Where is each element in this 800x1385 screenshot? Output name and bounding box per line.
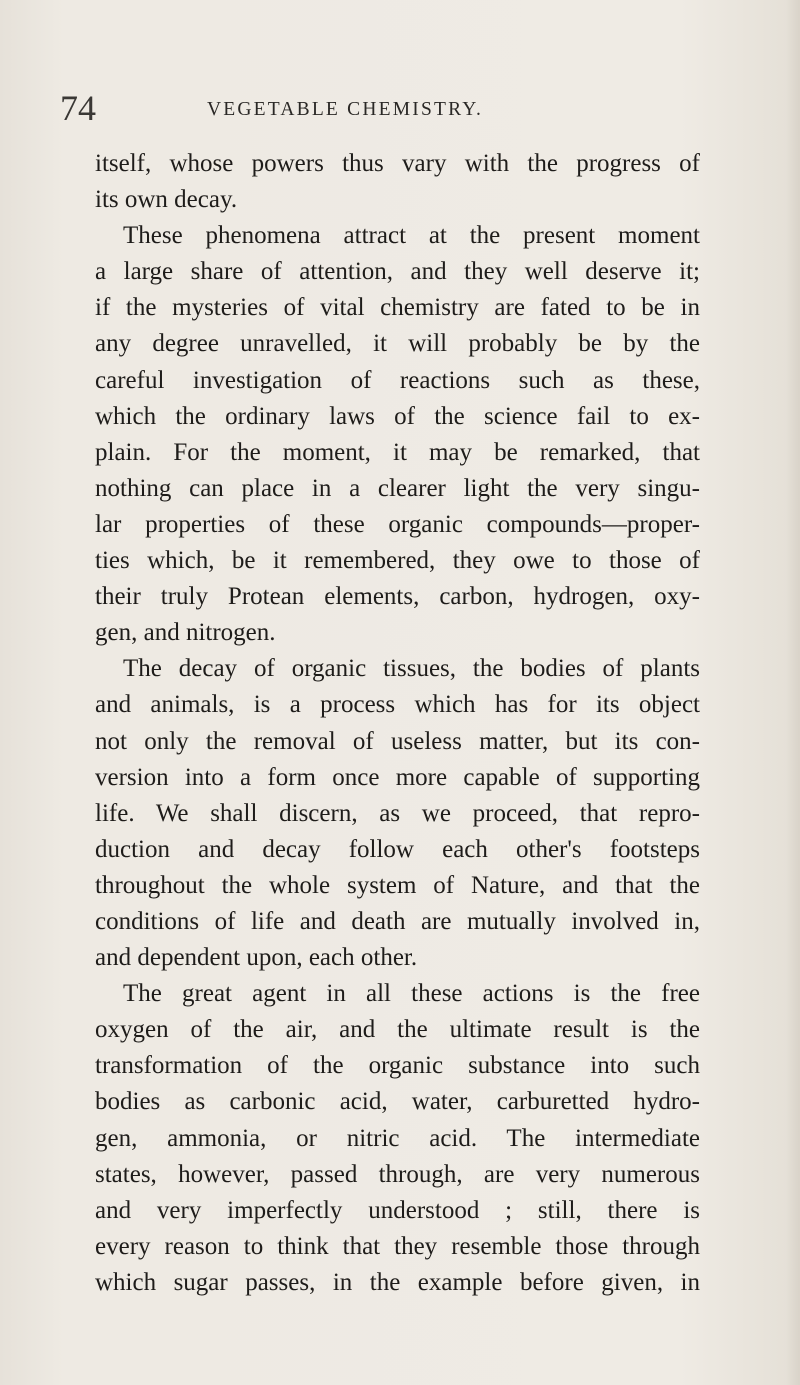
text-line: transformation of the organic substance into such <box>95 1052 700 1080</box>
text-line: plain. For the moment, it may be remarked, that <box>95 438 700 466</box>
text-line: which the ordinary laws of the science fail to ex- <box>95 402 700 430</box>
running-head: VEGETABLE CHEMISTRY. <box>207 99 484 120</box>
text-line: version into a form once more capable of supporting <box>95 763 700 791</box>
text-line: every reason to think that they resemble those through <box>95 1232 700 1260</box>
text-line: and very imperfectly understood ; still, there is <box>95 1196 700 1224</box>
text-line: careful investigation of reactions such as these, <box>95 366 700 394</box>
text-line: a large share of attention, and they well deserve it; <box>95 258 700 286</box>
text-line: throughout the whole system of Nature, and that the <box>95 871 700 899</box>
text-line: oxygen of the air, and the ultimate result is the <box>95 1016 700 1044</box>
page-edge-shadow <box>786 0 800 1385</box>
text-line: itself, whose powers thus vary with the progress of <box>95 150 700 177</box>
text-line: duction and decay follow each other's footsteps <box>95 835 700 863</box>
text-line: any degree unravelled, it will probably be by the <box>95 330 700 358</box>
text-line: its own decay. <box>95 186 238 214</box>
text-line: The great agent in all these actions is the free <box>123 980 700 1008</box>
text-line: states, however, passed through, are very numerous <box>95 1160 700 1188</box>
text-line: conditions of life and death are mutually involved in, <box>95 907 700 935</box>
text-line: bodies as carbonic acid, water, carburetted hydro- <box>95 1088 700 1116</box>
text-line: and animals, is a process which has for its object <box>95 691 700 719</box>
text-line: These phenomena attract at the present moment <box>123 222 700 250</box>
text-line: life. We shall discern, as we proceed, that repro- <box>95 799 700 827</box>
text-line: The decay of organic tissues, the bodies of plants <box>123 655 700 683</box>
text-line: not only the removal of useless matter, but its con- <box>95 727 700 755</box>
text-line: ties which, be it remembered, they owe to those of <box>95 547 700 575</box>
text-line: lar properties of these organic compounds—proper- <box>95 510 700 538</box>
text-line: their truly Protean elements, carbon, hydrogen, oxy- <box>95 583 700 611</box>
text-line: if the mysteries of vital chemistry are fated to be in <box>95 294 700 322</box>
text-line: gen, and nitrogen. <box>95 619 276 647</box>
body-text <box>95 146 700 1301</box>
page-header <box>60 88 740 134</box>
page-number: 74 <box>60 88 96 128</box>
text-line: which sugar passes, in the example before given, in <box>95 1268 700 1296</box>
text-line: and dependent upon, each other. <box>95 944 418 972</box>
text-line: nothing can place in a clearer light the very singu- <box>95 474 700 502</box>
text-line: gen, ammonia, or nitric acid. The intermediate <box>95 1124 700 1152</box>
